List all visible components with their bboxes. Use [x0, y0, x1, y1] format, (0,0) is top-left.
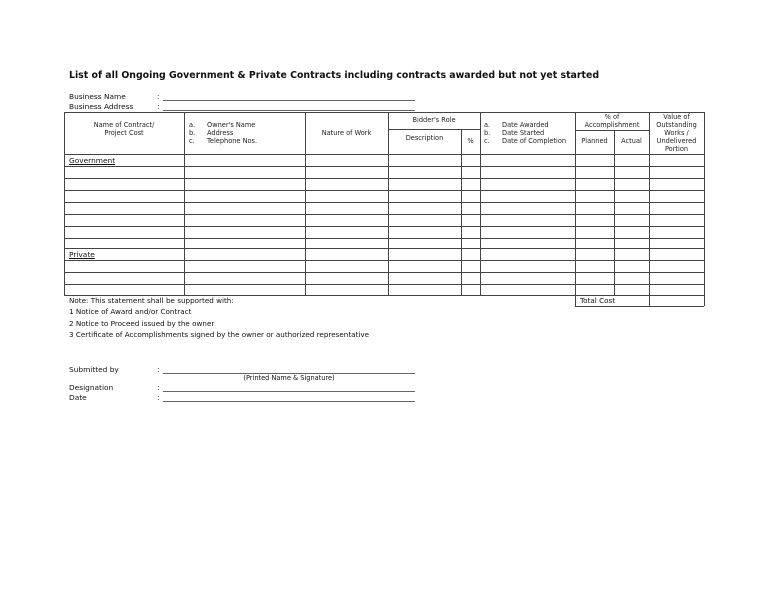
letter-a: a. [189, 121, 196, 129]
header-accomplishment [575, 113, 649, 129]
header-value-line2: Outstanding [656, 121, 697, 129]
header-name-contract [64, 121, 184, 137]
row-line [64, 260, 704, 261]
letter-b: b. [189, 129, 196, 137]
row-line [64, 238, 704, 239]
header-bidders-role: Bidder's Role [412, 116, 456, 124]
submitted-by-label: Submitted by [69, 365, 119, 374]
date-colon: : [157, 393, 160, 402]
business-address-label: Business Address [69, 102, 134, 111]
header-owner [207, 121, 257, 145]
business-name-colon: : [157, 92, 160, 101]
header-value-line1: Value of [663, 113, 690, 121]
date-field[interactable] [163, 401, 415, 402]
row-line [64, 166, 704, 167]
header-name-contract-line1: Name of Contract/ [93, 121, 155, 129]
header-planned: Planned [581, 137, 608, 145]
col-line [461, 129, 462, 295]
row-line [64, 226, 704, 227]
header-owner-name: Owner's Name [207, 121, 256, 129]
note-intro: Note: This statement shall be supported with: [69, 296, 234, 305]
header-percent: % [467, 137, 474, 145]
col-line [184, 112, 185, 295]
col-line [305, 112, 306, 295]
col-line [64, 112, 65, 295]
business-address-colon: : [157, 102, 160, 111]
header-date-completion: Date of Completion [502, 137, 567, 145]
submitted-by-colon: : [157, 365, 160, 374]
header-date-awarded: Date Awarded [502, 121, 549, 129]
date-label: Date [69, 393, 87, 402]
letter-b: b. [484, 129, 491, 137]
letter-a: a. [484, 121, 491, 129]
header-name-contract-line2: Project Cost [104, 129, 144, 137]
header-actual: Actual [621, 137, 642, 145]
letter-c: c. [189, 137, 195, 145]
total-cost-label: Total Cost [580, 296, 616, 305]
letter-c: c. [484, 137, 490, 145]
note-item-2: 2 Notice to Proceed issued by the owner [69, 319, 215, 328]
bidders-role-divider [388, 129, 480, 130]
business-name-field[interactable] [163, 100, 415, 101]
row-line [64, 272, 704, 273]
header-owner-letters [189, 121, 195, 145]
col-line [614, 130, 615, 295]
note-item-1: 1 Notice of Award and/or Contract [69, 307, 192, 316]
header-accomplishment-line2: Accomplishment [584, 121, 640, 129]
header-value-outstanding [649, 113, 704, 153]
header-owner-telephone: Telephone Nos. [207, 137, 258, 145]
header-value-line4: Undelivered [656, 137, 697, 145]
header-nature-of-work: Nature of Work [321, 129, 372, 137]
designation-colon: : [157, 383, 160, 392]
business-name-label: Business Name [69, 92, 126, 101]
note-item-3: 3 Certificate of Accomplishments signed by the owner or authorized representative [69, 330, 370, 339]
section-government: Government [69, 156, 116, 165]
designation-label: Designation [69, 383, 114, 392]
col-line [480, 112, 481, 295]
row-line [64, 202, 704, 203]
row-line [64, 284, 704, 285]
header-owner-address: Address [207, 129, 234, 137]
section-private: Private [69, 250, 95, 259]
header-dates [502, 121, 566, 145]
row-line [64, 248, 704, 249]
header-accomplishment-line1: % of [604, 113, 620, 121]
header-date-started: Date Started [502, 129, 545, 137]
printed-name-caption: (Printed Name & Signature) [243, 374, 335, 382]
header-date-letters [484, 121, 490, 145]
row-line [64, 190, 704, 191]
row-line [64, 178, 704, 179]
header-value-line3: Works / [664, 129, 689, 137]
accomplishment-divider [575, 130, 649, 131]
page-title: List of all Ongoing Government & Private Contracts including contracts awarded but not yet started [69, 70, 600, 81]
business-address-field[interactable] [163, 110, 415, 111]
header-bottom-border [64, 154, 704, 155]
header-value-line5: Portion [664, 145, 689, 153]
total-cost-bottom-border [575, 306, 704, 307]
col-line [704, 112, 705, 306]
designation-field[interactable] [163, 391, 415, 392]
header-description: Description [405, 134, 444, 142]
row-line [64, 214, 704, 215]
